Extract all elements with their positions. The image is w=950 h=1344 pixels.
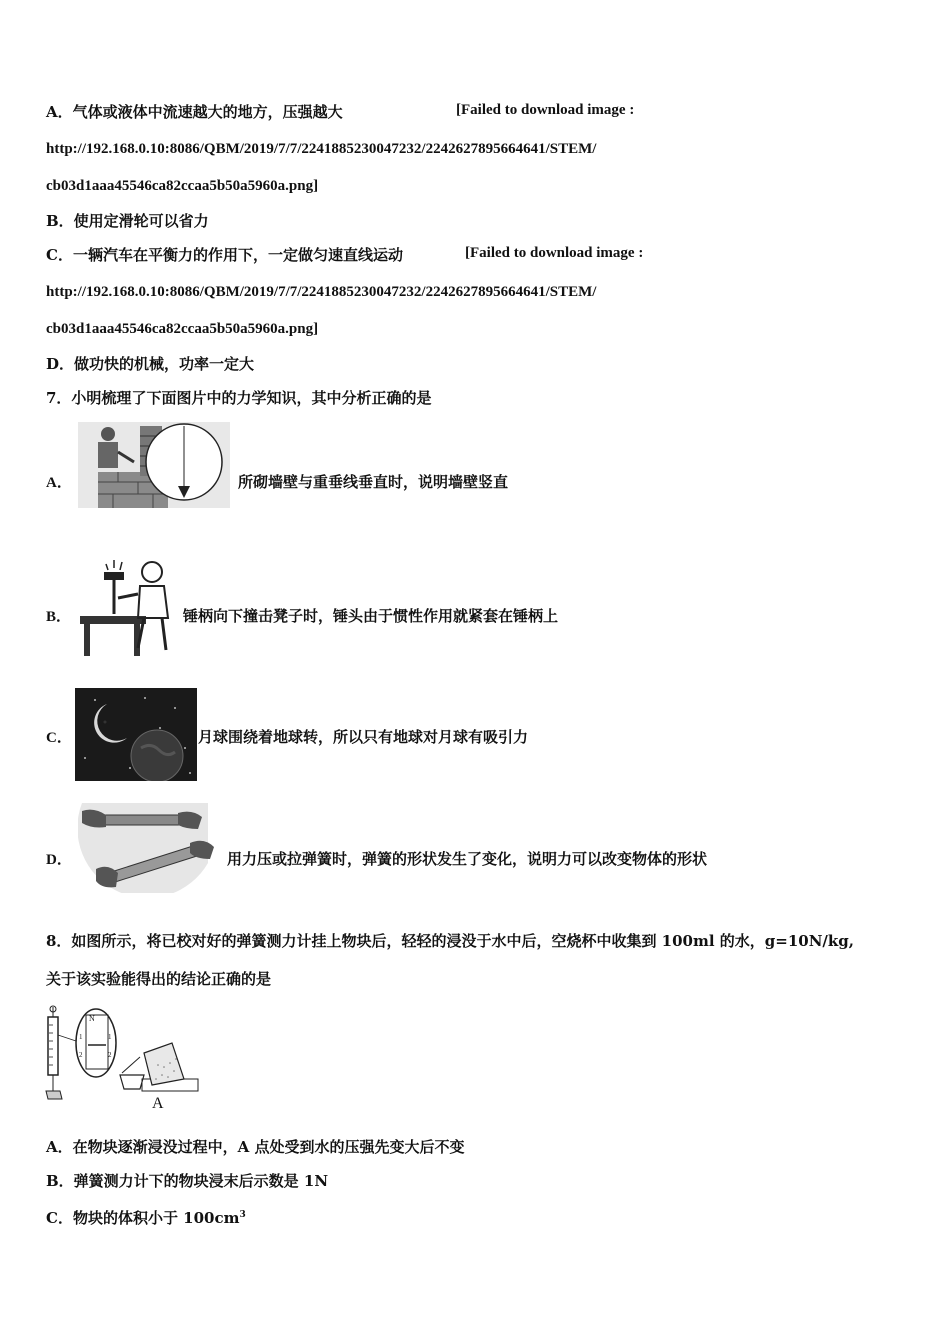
q8-figure-label-a: A — [152, 1095, 164, 1112]
q6-c-failed-image-2: http://192.168.0.10:8086/QBM/2019/7/7/2241885230047232/2242627895664641/STEM/ — [46, 284, 597, 300]
q8-spring-scale-figure — [44, 1005, 204, 1115]
q6-a-failed-image-2: http://192.168.0.10:8086/QBM/2019/7/7/2241885230047232/2242627895664641/STEM/ — [46, 141, 597, 157]
svg-text:1: 1 — [108, 1033, 112, 1041]
q8-stem-line-1: 8．如图所示，将已校对好的弹簧测力计挂上物块后，轻轻的浸没于水中后，空烧杯中收集到 100ml 的水，g=10N/kg, — [46, 932, 854, 950]
q7-option-d-text: 用力压或拉弹簧时，弹簧的形状发生了变化，说明力可以改变物体的形状 — [227, 850, 708, 868]
q6-a-failed-image-3: cb03d1aaa45546ca82ccaa5b50a5960a.png] — [46, 178, 319, 194]
q7-d-spring-hands-image — [78, 803, 224, 893]
q6-option-c: C．一辆汽车在平衡力的作用下，一定做匀速直线运动 — [46, 246, 403, 264]
q6-c-failed-image-1: [Failed to download image : — [465, 245, 644, 261]
q6-option-b: B．使用定滑轮可以省力 — [46, 212, 209, 230]
q7-a-bricklayer-image — [78, 422, 230, 508]
q7-c-moon-earth-image — [75, 688, 197, 781]
q8-option-a: A．在物块逐渐浸没过程中，A 点处受到水的压强先变大后不变 — [46, 1138, 465, 1156]
q8-option-c-superscript: 3 — [239, 1210, 246, 1220]
q7-option-d-letter: D． — [46, 852, 72, 868]
q7-option-c-text: 月球围绕着地球转，所以只有地球对月球有吸引力 — [198, 728, 529, 746]
q7-b-hammer-image — [78, 558, 182, 658]
q6-option-a: A．气体或液体中流速越大的地方，压强越大 — [46, 103, 343, 121]
q7-option-a-text: 所砌墙壁与重垂线垂直时，说明墙壁竖直 — [238, 473, 509, 491]
q6-c-failed-image-3: cb03d1aaa45546ca82ccaa5b50a5960a.png] — [46, 321, 319, 337]
q8-scale-unit-n: N — [89, 1014, 95, 1023]
svg-text:2: 2 — [79, 1051, 83, 1059]
q7-option-a-letter: A． — [46, 475, 72, 491]
q7-option-b-letter: B． — [46, 609, 72, 625]
q8-stem-line-2: 关于该实验能得出的结论正确的是 — [46, 970, 272, 988]
q6-a-failed-image-1: [Failed to download image : — [456, 102, 635, 118]
q7-stem: 7．小明梳理了下面图片中的力学知识，其中分析正确的是 — [46, 389, 432, 407]
q8-option-b: B．弹簧测力计下的物块浸末后示数是 1N — [46, 1172, 329, 1190]
q7-option-b-text: 锤柄向下撞击凳子时，锤头由于惯性作用就紧套在锤柄上 — [183, 607, 559, 625]
q8-option-c — [46, 1205, 246, 1228]
q8-option-c-text: C．物块的体积小于 100cm — [46, 1209, 240, 1227]
svg-text:2: 2 — [108, 1051, 112, 1059]
svg-text:1: 1 — [79, 1033, 83, 1041]
q6-option-d: D．做功快的机械，功率一定大 — [46, 355, 255, 373]
q7-option-c-letter: C． — [46, 730, 72, 746]
